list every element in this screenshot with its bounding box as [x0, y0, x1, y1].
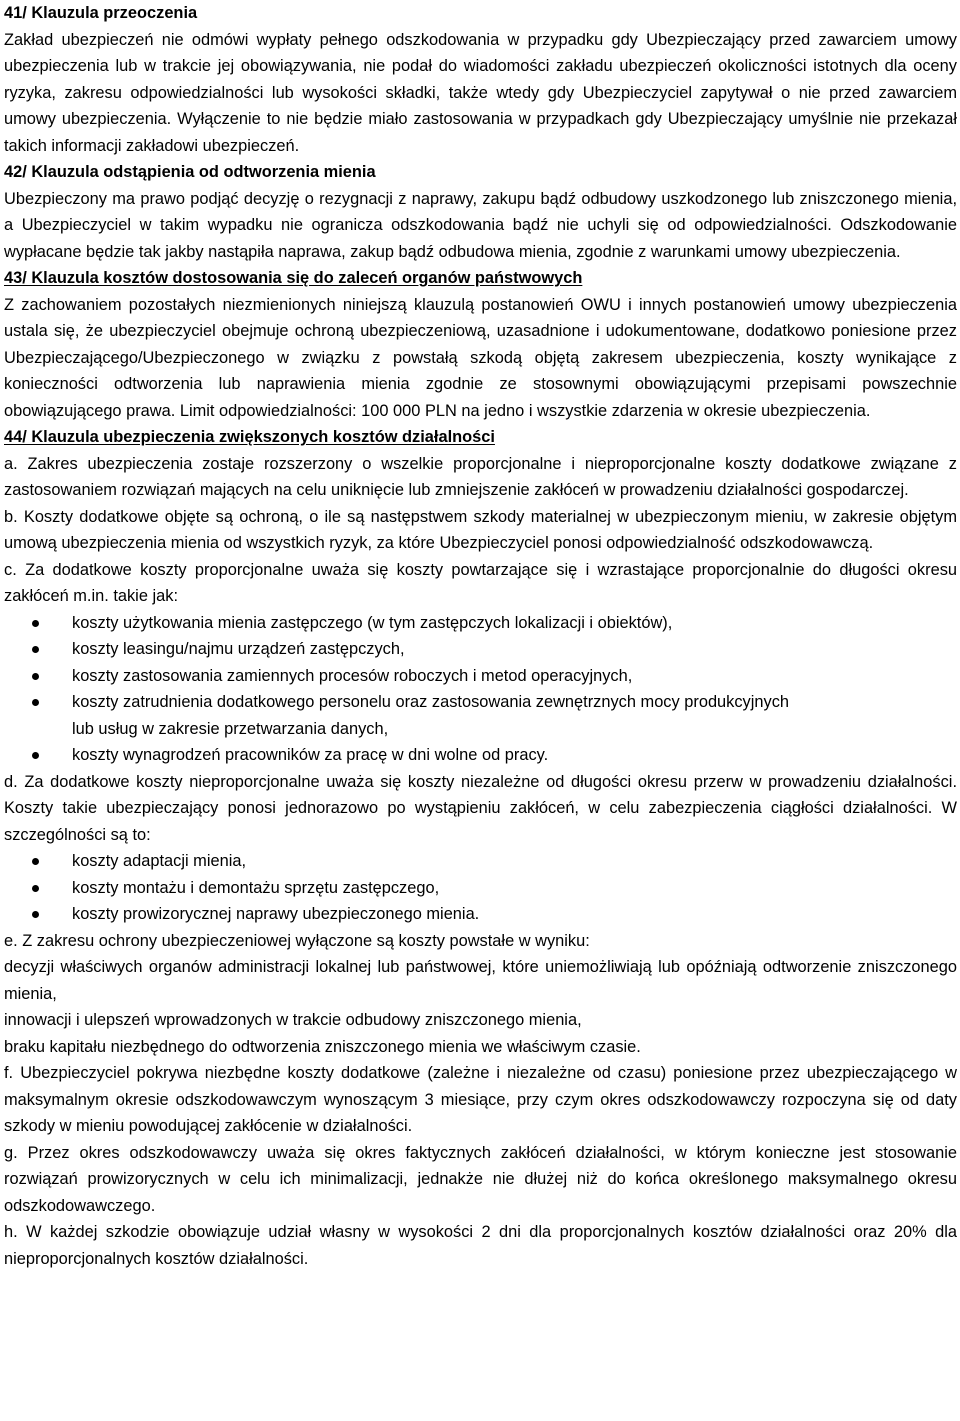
clause-44-point-h: h. W każdej szkodzie obowiązuje udział własny w wysokości 2 dni dla proporcjonalnych kosztów działalności oraz 20% dla nieproporcjonalnych kosztów działalności.: [4, 1223, 957, 1268]
list-item-text: koszty wynagrodzeń pracowników za pracę w dni wolne od pracy.: [72, 746, 549, 764]
clause-44-point-g: g. Przez okres odszkodowawczy uważa się okres faktycznych zakłóceń działalności, w którym konieczne jest stosowanie rozwiązań prowizorycznych w celu ich minimalizacji, jednakże nie dłużej niż do końca określonego maksymalnego okresu odszkodowawczego.: [4, 1143, 957, 1215]
exclusion-line: braku kapitału niezbędnego do odtworzenia zniszczonego mienia we właściwym czasie.: [4, 1037, 641, 1056]
list-item: [4, 901, 957, 928]
bullet-icon: [32, 646, 39, 653]
list-item: [4, 610, 957, 637]
clause-42-text: Ubezpieczony ma prawo podjąć decyzję o rezygnacji z naprawy, zakupu bądź odbudowy uszkodzonego lub zniszczonego mienia, a Ubezpieczyciel w takim wypadku nie ogranicza odszkodowania bądź nie uchyli się od odpowiedzialności. Odszkodowanie wypłacane będzie tak jakby nastąpiła naprawa, zakup bądź odbudowa mienia, zgodnie z warunkami umowy ubezpieczenia.: [4, 189, 957, 261]
clause-44-point-f: f. Ubezpieczyciel pokrywa niezbędne koszty dodatkowe (zależne i niezależne od czasu) poniesione przez ubezpieczającego w maksymalnym okresie odszkodowawczym wynoszącym 3 miesiące, przy czym okres odszkodowawczy rozpoczyna się od daty szkody w mieniu powodującej zakłócenie w działalności.: [4, 1064, 957, 1135]
list-item: [4, 689, 957, 742]
list-item-text: koszty zastosowania zamiennych procesów roboczych i metod operacyjnych,: [72, 666, 633, 685]
clause-44-point-a: a. Zakres ubezpieczenia zostaje rozszerzony o wszelkie proporcjonalne i nieproporcjonalne koszty dodatkowe związane z zastosowaniem rozwiązań mających na celu uniknięcie lub zmniejszenie zakłóceń w prowadzeniu działalności gospodarczej.: [4, 454, 957, 499]
clause-41-text: Zakład ubezpieczeń nie odmówi wypłaty pełnego odszkodowania w przypadku gdy Ubezpieczający przed zawarciem umowy ubezpieczenia lub w trakcie jej obowiązywania, nie podał do wiadomości zakładu ubezpieczeń okoliczności istotnych dla oceny ryzyka, zakresu odpowiedzialności lub wysokości składki, także wtedy gdy Ubezpieczyciel zapytywał o nie przed zawarciem umowy ubezpieczenia. Wyłączenie to nie będzie miało zastosowania w przypadkach gdy Ubezpieczający umyślnie nie przekazał takich informacji zakładowi ubezpieczeń.: [4, 30, 957, 155]
bullet-icon: [32, 911, 39, 918]
bullet-icon: [32, 620, 39, 627]
clause-44-point-b: b. Koszty dodatkowe objęte są ochroną, o ile są następstwem szkody materialnej w ubezpieczonym mieniu, w zakresie objętym umową ubezpieczenia mienia od wszystkich ryzyk, za które Ubezpieczyciel ponosi odpowiedzialność odszkodowawczą.: [4, 507, 957, 552]
list-item-text: koszty prowizorycznej naprawy ubezpieczonego mienia.: [72, 905, 480, 923]
list-item-text: koszty zatrudnienia dodatkowego personelu oraz zastosowania zewnętrznych mocy produkcyjnych lub usług w zakresie przetwarzania danych,: [72, 693, 790, 738]
bullet-icon: [32, 699, 39, 706]
clause-44-title: 44/ Klauzula ubezpieczenia zwiększonych kosztów działalności: [4, 428, 495, 446]
clause-43-text: Z zachowaniem pozostałych niezmienionych niniejszą klauzulą postanowień OWU i innych postanowień umowy ubezpieczenia ustala się, że ubezpieczyciel obejmuje ochroną ubezpieczeniową, uzasadnione i udokumentowane, dodatkowo poniesione przez Ubezpieczającego/Ubezpieczonego w związku z powstałą szkodą objętą zakresem ubezpieczenia, koszty wynikające z konieczności odtworzenia lub naprawienia mienia zgodnie ze stosownymi obowiązującymi przepisami powszechnie obowiązującego prawa. Limit odpowiedzialności: 100 000 PLN na jedno i wszystkie zdarzenia w okresie ubezpieczenia.: [4, 295, 957, 420]
clause-41-title: 41/ Klauzula przeoczenia: [4, 4, 198, 22]
list-item-text: koszty montażu i demontażu sprzętu zastępczego,: [72, 878, 440, 897]
list-item-text: koszty adaptacji mienia,: [72, 852, 247, 870]
clause-43: [4, 265, 957, 424]
clause-44-point-d: d. Za dodatkowe koszty nieproporcjonalne uważa się koszty niezależne od długości okresu przerw w prowadzeniu działalności. Koszty takie ubezpieczający ponosi jednorazowo po wystąpieniu zakłóceń, w celu zabezpieczenia ciągłości działalności. W szczególności są to:: [4, 772, 957, 844]
list-item: [4, 663, 957, 690]
exclusion-line: decyzji właściwych organów administracji lokalnej lub państwowej, które uniemożliwiają lub opóźniają odtworzenie zniszczonego mienia,: [4, 958, 957, 1003]
clause-44: [4, 424, 957, 1272]
list-item: [4, 875, 957, 902]
bullet-icon: [32, 885, 39, 892]
list-item-text: koszty użytkowania mienia zastępczego (w tym zastępczych lokalizacji i obiektów),: [72, 613, 673, 632]
exclusion-line: innowacji i ulepszeń wprowadzonych w trakcie odbudowy zniszczonego mienia,: [4, 1011, 582, 1029]
clause-44-point-c: c. Za dodatkowe koszty proporcjonalne uważa się koszty powtarzające się i wzrastające proporcjonalnie do długości okresu zakłóceń m.in. takie jak:: [4, 560, 957, 605]
clause-41: [4, 0, 957, 159]
bullet-icon: [32, 752, 39, 759]
proportional-costs-list: [4, 610, 957, 769]
list-item-text: koszty leasingu/najmu urządzeń zastępczych,: [72, 640, 405, 658]
list-item: [4, 848, 957, 875]
clause-42-title: 42/ Klauzula odstąpienia od odtworzenia mienia: [4, 163, 376, 181]
bullet-icon: [32, 673, 39, 680]
clause-44-point-e: e. Z zakresu ochrony ubezpieczeniowej wyłączone są koszty powstałe w wyniku:: [4, 931, 590, 950]
bullet-icon: [32, 858, 39, 865]
list-item: [4, 636, 957, 663]
nonproportional-costs-list: [4, 848, 957, 928]
list-item: [4, 742, 957, 769]
clause-43-title: 43/ Klauzula kosztów dostosowania się do zaleceń organów państwowych: [4, 269, 583, 287]
clause-42: [4, 159, 957, 265]
